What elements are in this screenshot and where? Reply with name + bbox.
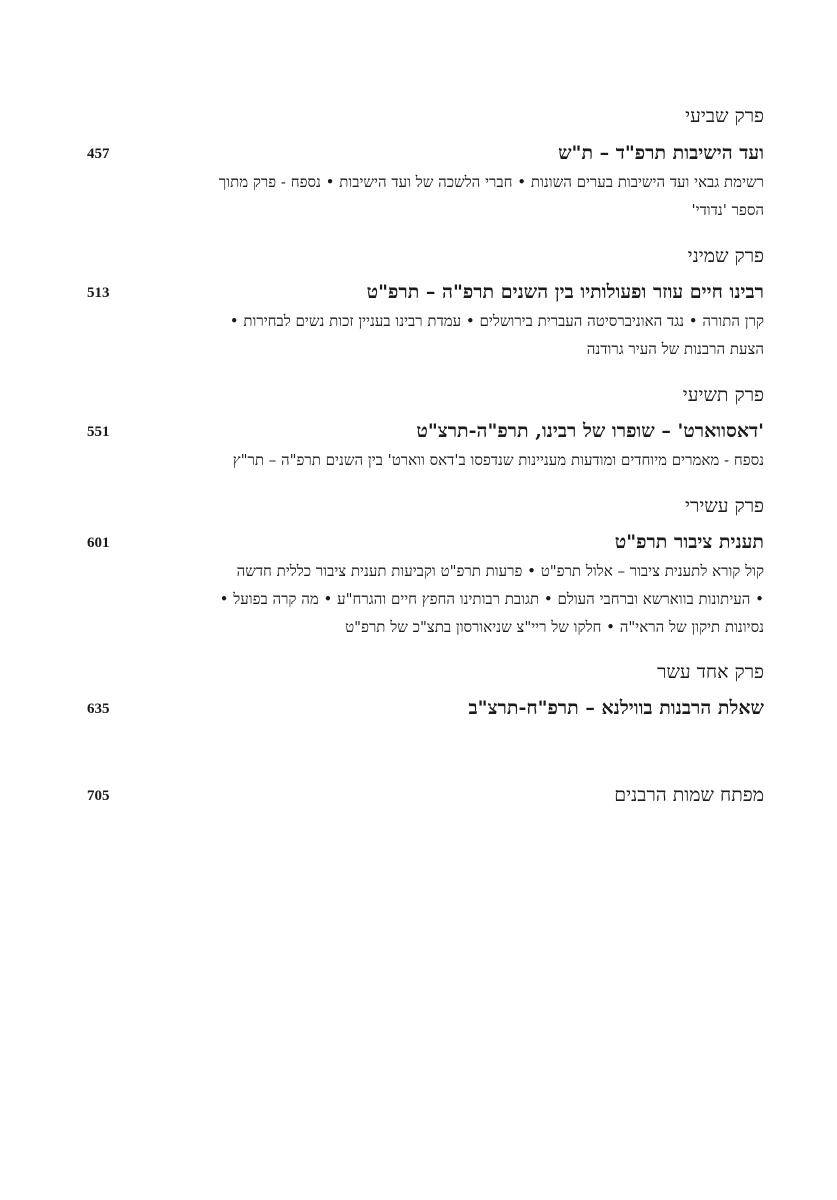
entry-description-line: הספר 'נדודי' [691, 201, 764, 219]
entry-title: רבינו חיים עוזר ופעולותיו בין השנים תרפ"ה – תרפ"ט [366, 281, 764, 303]
page-number: 551 [87, 424, 110, 440]
chapter-heading: פרק אחד עשר [657, 661, 764, 683]
page-number: 457 [87, 146, 110, 162]
entry-title: שאלת הרבנות בווילנא – תרפ"ח-תרצ"ב [468, 697, 764, 719]
entry-description-line: רשימת גבאי ועד הישיבות בערים השונות • חברי הלשכה של ועד הישיבות • נספח - פרק מתוך [218, 173, 764, 191]
page-number: 705 [87, 788, 110, 804]
page-number: 513 [87, 285, 110, 301]
entry-description-line: • העיתונות בווארשא וברחבי העולם • תגובת רבותינו החפץ חיים והגרח"ע • מה קרה בפועל • [219, 590, 764, 608]
entry-title: 'דאסווארט' – שופרו של רבינו, תרפ"ה-תרצ"ט [416, 420, 764, 442]
chapter-heading: פרק שמיני [687, 245, 764, 267]
entry-description-line: הצעת הרבנות של העיר גרודנה [586, 340, 764, 358]
page-number: 635 [87, 701, 110, 717]
chapter-heading: פרק תשיעי [682, 384, 764, 406]
entry-title: ועד הישיבות תרפ"ד – ת"ש [558, 142, 764, 164]
entry-description-line: נסיונות תיקון של הראי"ה • חלקו של ריי"צ שניאורסון בתצ"כ של תרפ"ט [345, 618, 764, 636]
index-heading: מפתח שמות הרבנים [614, 784, 764, 806]
page-number: 601 [87, 535, 110, 551]
entry-title: תענית ציבור תרפ"ט [614, 531, 764, 553]
entry-description-line: נספח - מאמרים מיוחדים ומודעות מעניינות שנדפסו ב'דאס ווארט' בין השנים תרפ"ה – תר"ץ [232, 451, 764, 469]
entry-description-line: קול קורא לתענית ציבור – אלול תרפ"ט • פרעות תרפ"ט וקביעות תענית ציבור כללית חדשה [236, 562, 764, 580]
chapter-heading: פרק עשירי [685, 495, 764, 517]
entry-description-line: קרן התורה • נגד האוניברסיטה העברית בירושלים • עמדת רבינו בעניין זכות נשים לבחירות • [229, 312, 764, 330]
chapter-heading: פרק שביעי [685, 105, 764, 127]
